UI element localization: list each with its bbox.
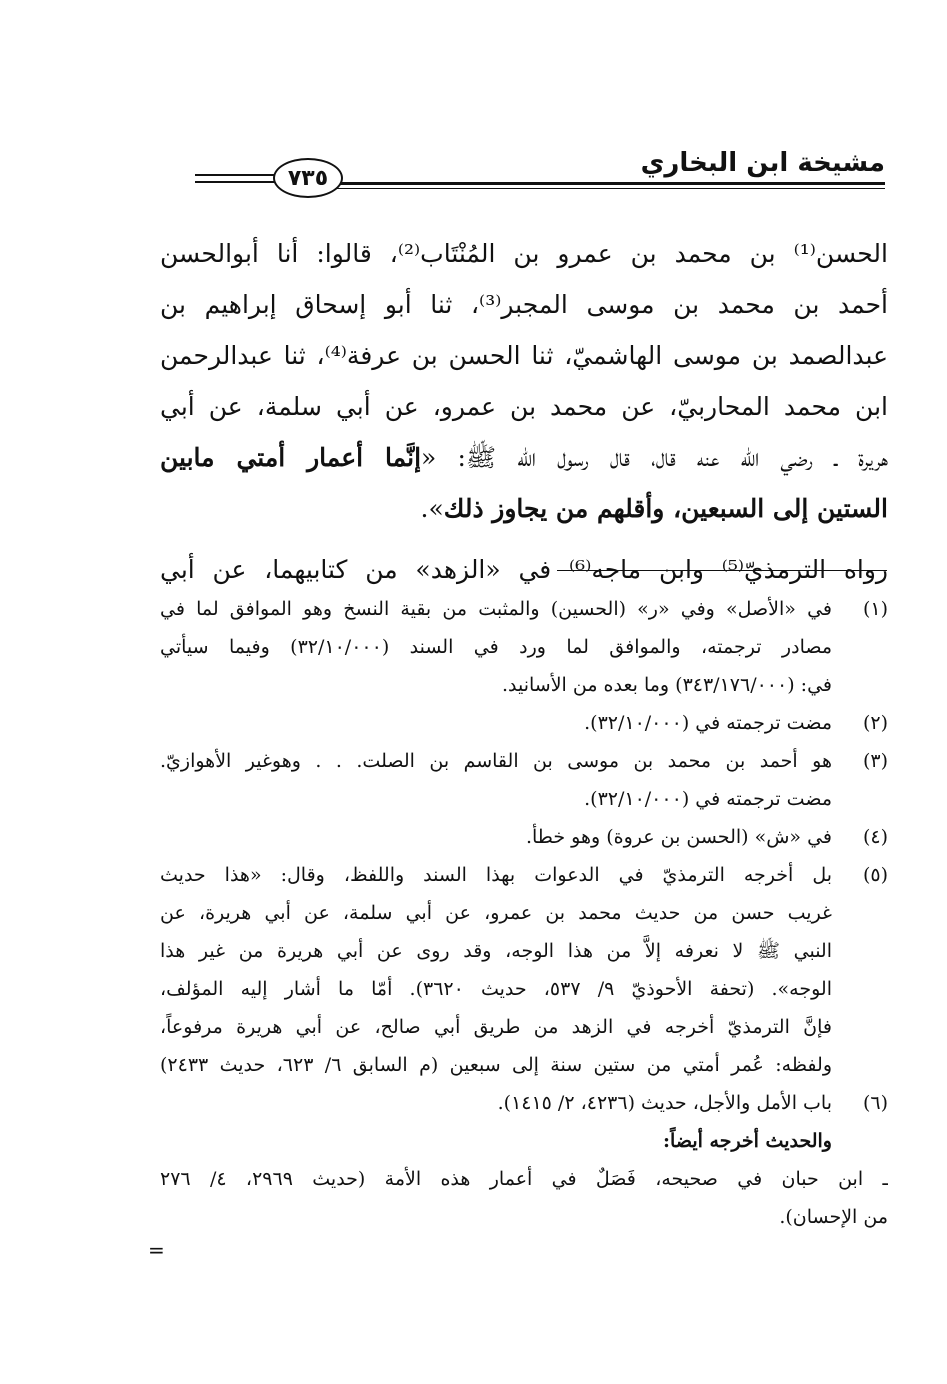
footnote-body: [160, 704, 832, 742]
page-number: ٧٣٥: [273, 158, 343, 198]
footnotes: [160, 590, 888, 1236]
footnote-number: (٦): [862, 1092, 888, 1114]
footnote-separator: [557, 570, 887, 571]
footnote-line: من الإحسان).: [779, 1206, 888, 1228]
footnote-line: غريب حسن من حديث محمد بن عمرو، عن أبي سلمة، عن أبي هريرة، عن: [160, 902, 832, 924]
footnote-body: [160, 1084, 832, 1122]
footnote-body: [160, 742, 832, 818]
main-line: الحسن⁽¹⁾ بن محمد بن عمرو بن المُنْتَاب⁽²⁾، قالوا: أنا أبوالحسن: [160, 239, 888, 268]
main-text: [160, 228, 888, 595]
footnote-line: بل أخرجه الترمذيّ في الدعوات بهذا السند واللفظ، وقال: «هذا حديث: [160, 864, 832, 886]
footnote-number: (٢): [862, 712, 888, 734]
main-line-plain: هريرة ـ رضي الله عنه قال، قال رسول الله ﷺ: «: [421, 443, 888, 472]
footnote: [160, 704, 888, 742]
footnote-line: النبي ﷺ لا نعرفه إلاَّ من هذا الوجه، وقد روى عن أبي هريرة من غير هذا: [160, 940, 832, 962]
main-line: [160, 483, 888, 534]
book-title: مشيخة ابن البخاري: [640, 148, 885, 178]
footnote-line: ولفظه: عُمر أمتي من ستين سنة إلى سبعين (م السابق ٦/ ٦٢٣، حديث ٢٤٣٣): [160, 1054, 832, 1076]
footnote-continuation-lines: [160, 1160, 888, 1236]
footnote-line: ـ ابن حبان في صحيحه، فَصَلٌ في أعمار هذه الأمة (حديث ٢٩٦٩، ٤/ ٢٧٦: [160, 1168, 888, 1190]
footnote-line: فإنَّ الترمذيّ أخرجه في الزهد من طريق أبي صالح، عن أبي هريرة مرفوعاً،: [160, 1016, 832, 1038]
footnote-line: في «ش» (الحسن بن عروة) وهو خطأ.: [525, 826, 832, 848]
header-rule: [335, 182, 885, 185]
footnote-line: مصادر ترجمته، والموافق لما ورد في السند (٣٢/١٠/٠٠٠) وفيما سيأتي: [160, 636, 832, 658]
footnote-number: (٤): [862, 826, 888, 848]
footnote-number: (٥): [862, 864, 888, 886]
footnote-line: مضت ترجمته في (٣٢/١٠/٠٠٠).: [584, 712, 832, 734]
footnote-body: [160, 818, 832, 856]
continuation-mark: =: [148, 1238, 165, 1262]
footnote-body: [160, 590, 832, 704]
footnote-line: مضت ترجمته في (٣٢/١٠/٠٠٠).: [584, 788, 832, 810]
riwaya-line: رواه الترمذيّ⁽⁵⁾ وابن ماجه⁽⁶⁾ في «الزهد» من كتابيهما، عن أبي: [160, 555, 888, 584]
footnote: [160, 1084, 888, 1122]
header-rule-thin: [335, 188, 885, 189]
main-line: [160, 432, 888, 483]
footnote-body: [160, 856, 832, 1084]
hadith-text: الستين إلى السبعين، وأقلهم من يجاوز ذلك: [443, 494, 888, 523]
footnote-line: هو أحمد بن محمد بن موسى بن القاسم بن الصلت. . . وهوغير الأهوازيّ.: [160, 750, 832, 772]
footnote: [160, 590, 888, 704]
footnote-line: في: (٣٤٣/١٧٦/٠٠٠) وما بعده من الأسانيد.: [501, 674, 832, 696]
footnote-continuation: [160, 1122, 888, 1160]
footnote-subheading: والحديث أخرجه أيضاً:: [663, 1130, 832, 1152]
header-rule-left-2: [195, 181, 285, 183]
footnote-line: الوجه». (تحفة الأحوذيّ ٩/ ٥٣٧، حديث ٣٦٢٠). أمّا ما أشار إليه المؤلف،: [160, 978, 832, 1000]
main-line: ابن محمد المحاربيّ، عن محمد بن عمرو، عن أبي سلمة، عن أبي: [160, 392, 888, 421]
footnote: [160, 818, 888, 856]
header-rule-left: [195, 174, 285, 176]
main-line: عبدالصمد بن موسى الهاشميّ، ثنا الحسن بن عرفة⁽⁴⁾، ثنا عبدالرحمن: [160, 341, 888, 370]
main-line-plain: ».: [420, 494, 444, 523]
footnote-number: (٣): [862, 750, 888, 772]
footnote-line: في «الأصل» وفي «ر» (الحسين) والمثبت من بقية النسخ وهو الموافق لما في: [160, 598, 832, 620]
main-line: أحمد بن محمد بن موسى المجبر⁽³⁾، ثنا أبو إسحاق إبراهيم بن: [160, 290, 888, 319]
hadith-text: إنَّما أعمار أمتي مابين: [160, 443, 422, 472]
footnote: [160, 742, 888, 818]
page-header: [165, 140, 885, 200]
footnote-line: باب الأمل والأجل، حديث (٤٢٣٦، ٢/ ١٤١٥).: [497, 1092, 832, 1114]
footnote: [160, 856, 888, 1084]
footnote-number: (١): [862, 598, 888, 620]
